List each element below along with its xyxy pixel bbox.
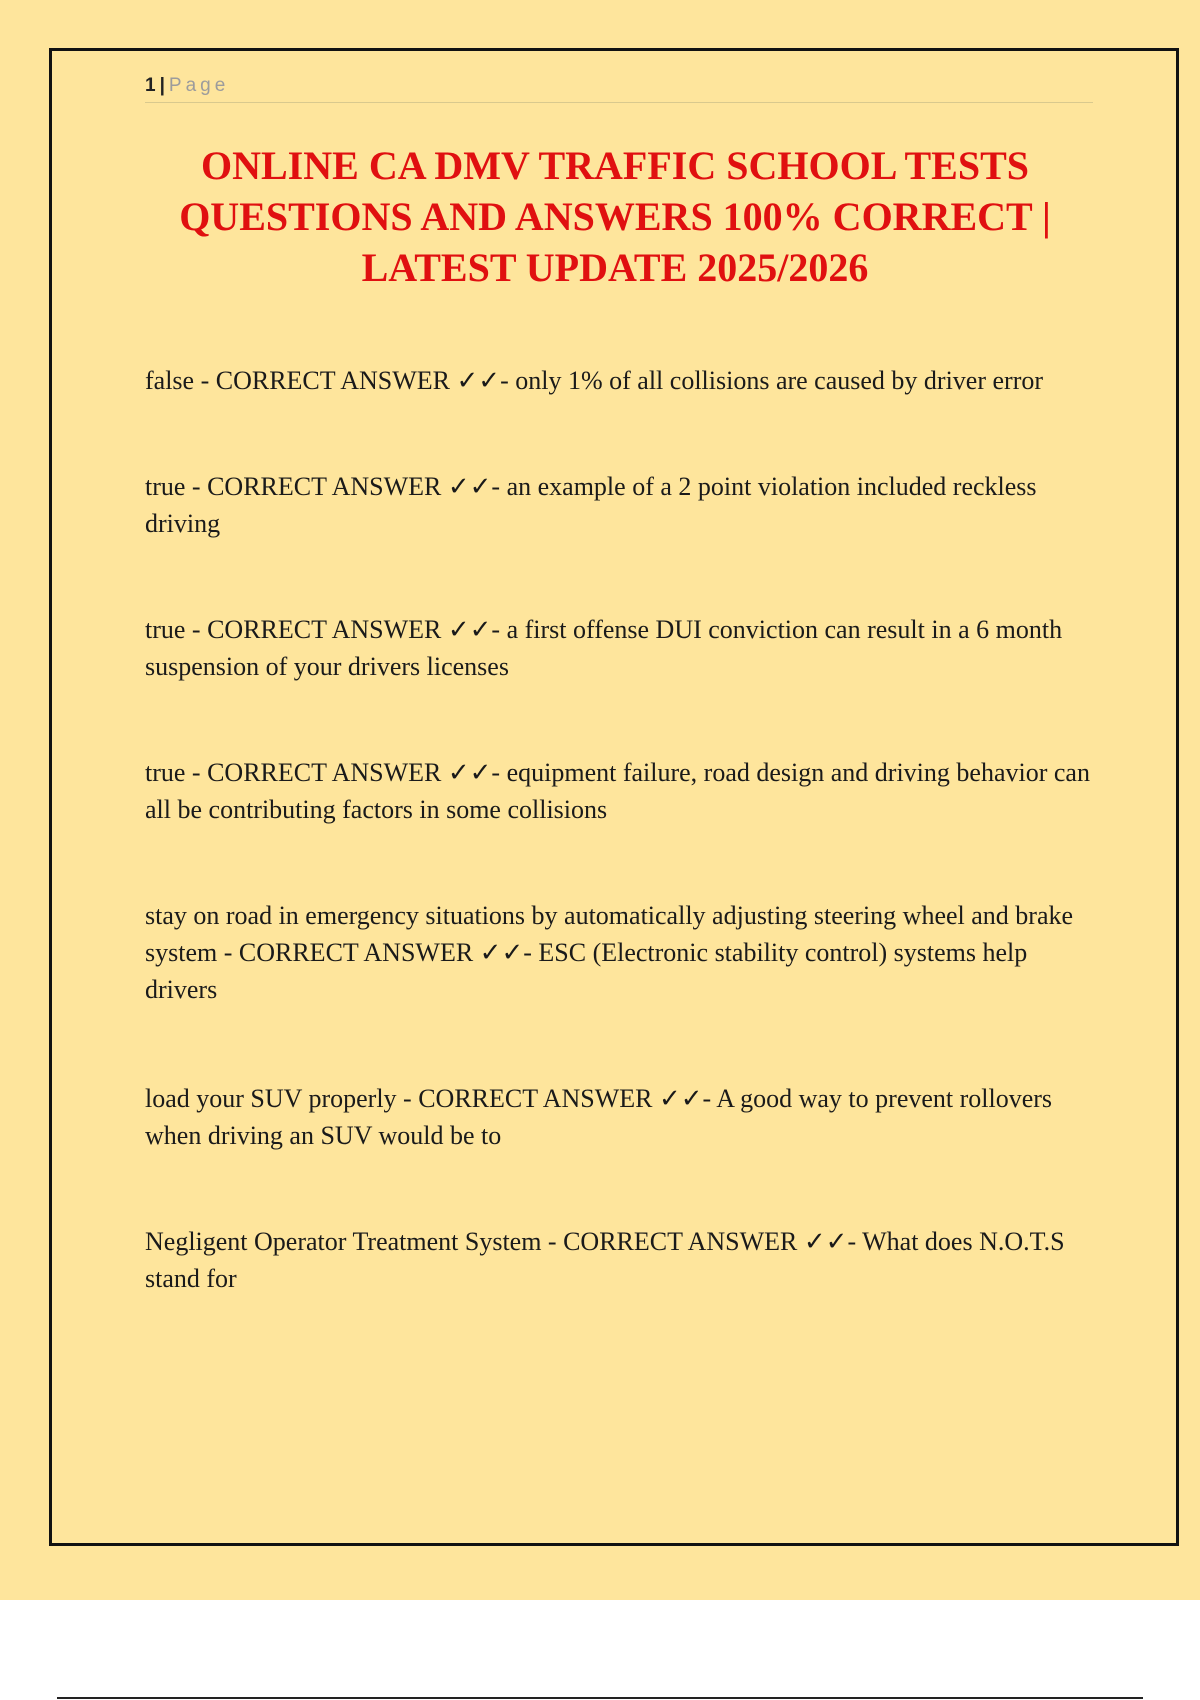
qa-item: stay on road in emergency situations by automatically adjusting steering wheel and brake system - CORRECT ANSWER ✓✓- ESC (Electronic stability control) systems help drivers	[145, 901, 1074, 1004]
page-separator: |	[159, 75, 165, 96]
qa-item: load your SUV properly - CORRECT ANSWER ✓✓- A good way to prevent rollovers when driving an SUV would be to	[145, 1084, 1053, 1150]
qa-item: true - CORRECT ANSWER ✓✓- a first offense DUI conviction can result in a 6 month suspension of your drivers licenses	[145, 615, 1063, 681]
qa-item: false - CORRECT ANSWER ✓✓- only 1% of all collisions are caused by driver error	[145, 366, 1044, 395]
footer-divider	[57, 1697, 1143, 1699]
qa-item: true - CORRECT ANSWER ✓✓- an example of a 2 point violation included reckless driving	[145, 472, 1037, 538]
qa-list	[145, 362, 1095, 1297]
page-label: Page	[168, 75, 230, 96]
qa-item: Negligent Operator Treatment System - CORRECT ANSWER ✓✓- What does N.O.T.S stand for	[145, 1227, 1065, 1293]
page-header	[145, 72, 1093, 103]
page-number: 1	[145, 75, 156, 96]
document-title: ONLINE CA DMV TRAFFIC SCHOOL TESTS QUESTIONS AND ANSWERS 100% CORRECT | LATEST UPDATE 2025/2026	[179, 143, 1051, 290]
qa-item: true - CORRECT ANSWER ✓✓- equipment failure, road design and driving behavior can all be contributing factors in some collisions	[145, 758, 1090, 824]
